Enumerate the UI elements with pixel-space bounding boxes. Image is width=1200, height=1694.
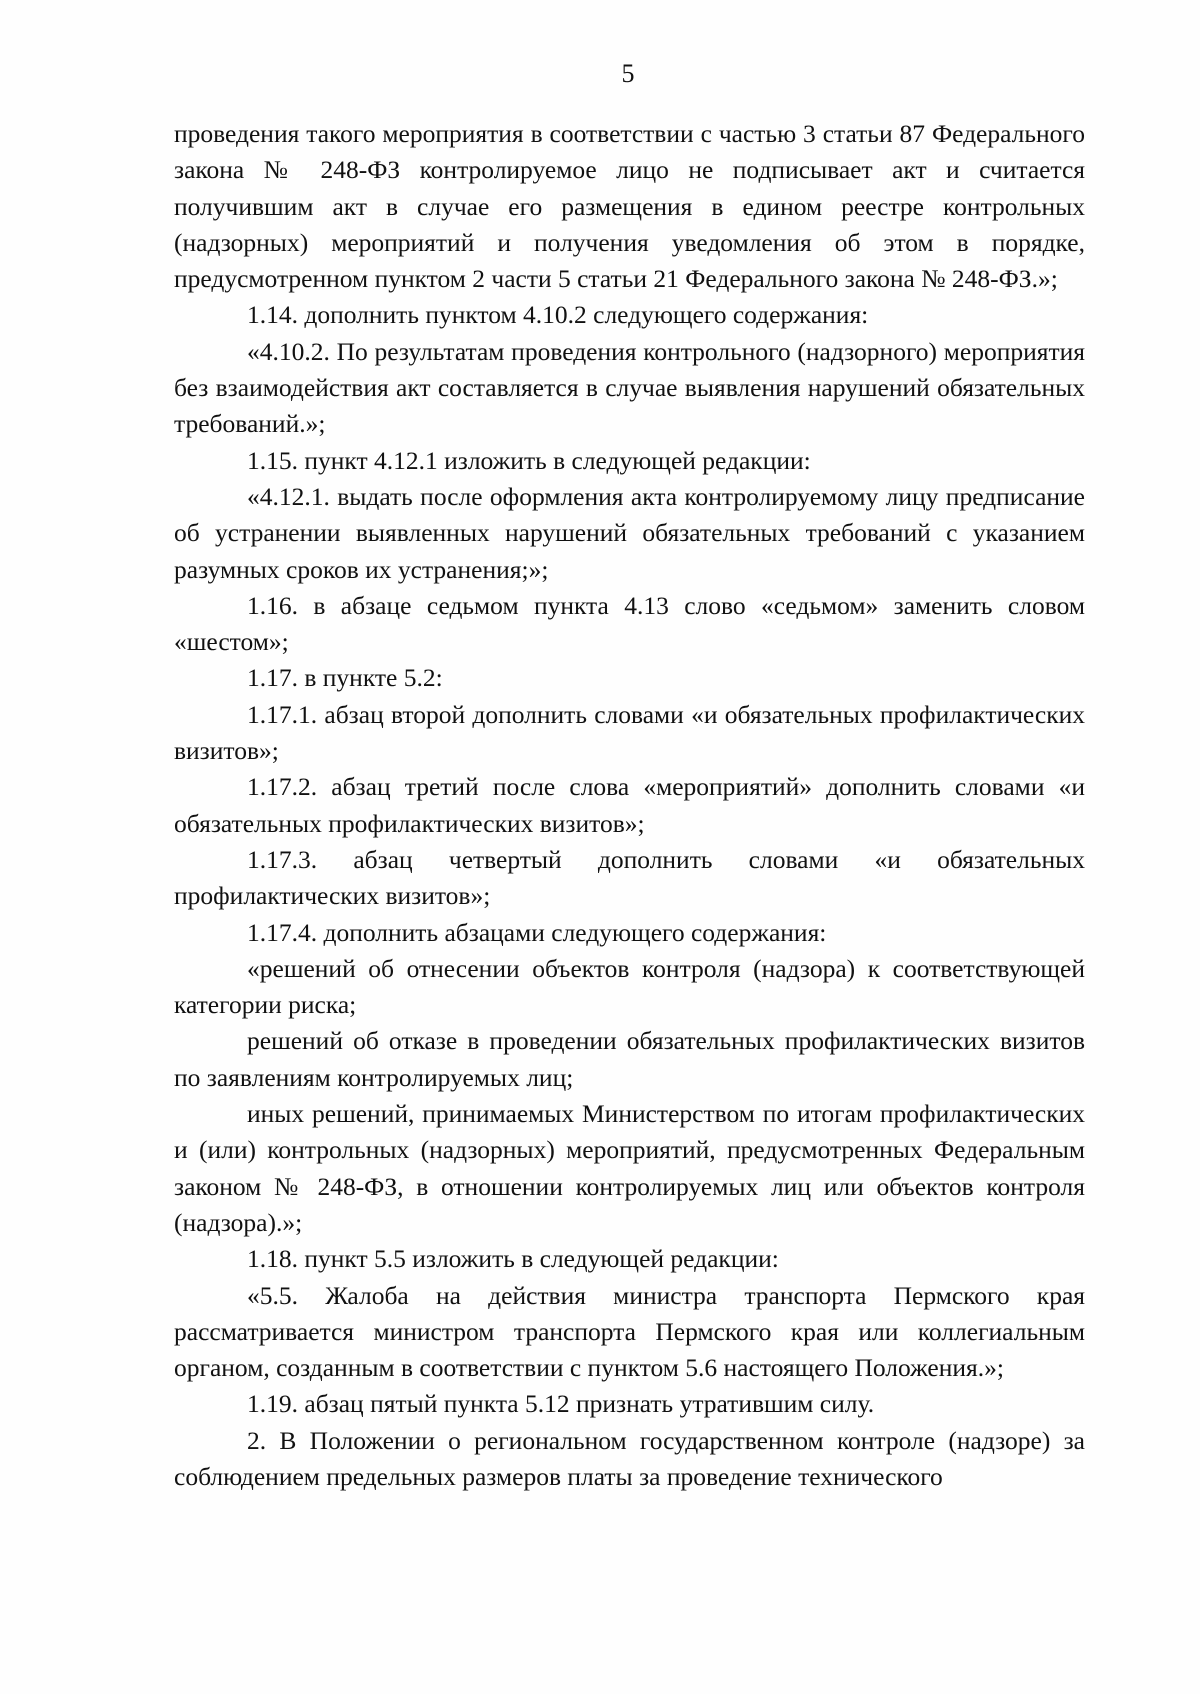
paragraph-1-17-1: 1.17.1. абзац второй дополнить словами «и обязательных профилактических визитов»; <box>174 699 1085 766</box>
page-number: 5 <box>621 59 635 88</box>
paragraph-1-17-2: 1.17.2. абзац третий после слова «мероприятий» дополнить словами «и обязательных профилактических визитов»; <box>174 772 1085 838</box>
paragraph-4-12-1: «4.12.1. выдать после оформления акта контролируемому лицу предписание об устранении выявленных нарушений обязательных требований с указанием разумных сроков их устранения;»; <box>174 481 1085 584</box>
paragraph-quote-other-decisions: иных решений, принимаемых Министерством по итогам профилактических и (или) контрольных (надзорных) мероприятий, предусмотренных Федеральным законом № 248-ФЗ, в отношении контролируемых лиц или объектов контроля (надзора).»; <box>174 1099 1085 1237</box>
document-body <box>174 116 1085 1495</box>
paragraph-quote-refusal: решений об отказе в проведении обязательных профилактических визитов по заявлениям контролируемых лиц; <box>174 1026 1085 1092</box>
paragraph-1-17-4: 1.17.4. дополнить абзацами следующего содержания: <box>247 917 827 947</box>
paragraph-1-14: 1.14. дополнить пунктом 4.10.2 следующего содержания: <box>247 300 869 330</box>
paragraph-1-19: 1.19. абзац пятый пункта 5.12 признать утратившим силу. <box>247 1389 875 1419</box>
paragraph-1-18: 1.18. пункт 5.5 изложить в следующей редакции: <box>247 1244 779 1274</box>
paragraph-2: 2. В Положении о региональном государственном контроле (надзоре) за соблюдением предельных размеров платы за проведение технического <box>174 1425 1085 1491</box>
paragraph-1-15: 1.15. пункт 4.12.1 изложить в следующей редакции: <box>247 445 811 475</box>
paragraph-continuation: проведения такого мероприятия в соответствии с частью 3 статьи 87 Федерального закона № 248-ФЗ контролируемое лицо не подписывает акт и считается получившим акт в случае его размещения в едином реестре контрольных (надзорных) мероприятий и получения уведомления об этом в порядке, предусмотренном пунктом 2 части 5 статьи 21 Федерального закона № 248-ФЗ.»; <box>174 119 1085 294</box>
paragraph-4-10-2: «4.10.2. По результатам проведения контрольного (надзорного) мероприятия без взаимодействия акт составляется в случае выявления нарушений обязательных требований.»; <box>174 336 1085 439</box>
paragraph-1-17: 1.17. в пункте 5.2: <box>247 663 443 693</box>
paragraph-quote-risk-category: «решений об отнесении объектов контроля (надзора) к соответствующей категории риска; <box>174 953 1085 1020</box>
paragraph-1-17-3: 1.17.3. абзац четвертый дополнить словами «и обязательных профилактических визитов»; <box>174 844 1085 911</box>
paragraph-5-5: «5.5. Жалоба на действия министра транспорта Пермского края рассматривается министром транспорта Пермского края или коллегиальным органом, созданным в соответствии с пунктом 5.6 настоящего Положения.»; <box>174 1280 1085 1383</box>
paragraph-1-16: 1.16. в абзаце седьмом пункта 4.13 слово «седьмом» заменить словом «шестом»; <box>174 590 1085 657</box>
